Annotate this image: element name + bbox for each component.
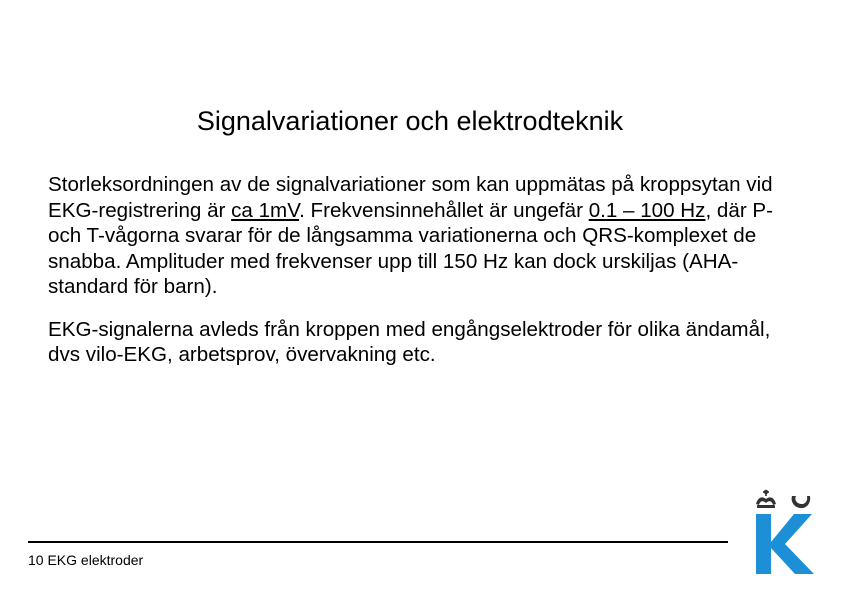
footer-divider <box>28 541 728 543</box>
crown-k-logo-icon <box>752 488 816 578</box>
crown-icon <box>756 490 776 508</box>
paragraph-1-text-a: Storleksordningen av de signalvariationer som kan uppmätas på kroppsytan vid EKG-registrering är <box>48 173 773 222</box>
slide-title: Signalvariationer och elektrodteknik <box>196 106 624 136</box>
paragraph-electrodes: EKG-signalerna avleds från kroppen med engångselektroder för olika ändamål, dvs vilo-EKG, arbetsprov, övervakning etc. <box>48 317 771 366</box>
paragraph-1-text-c: , där P- och T-vågorna svarar för de långsamma variationerna och QRS-komplexet de snabba. Amplituder med frekvenser upp till 150 Hz kan dock urskiljas (AHA-standard för barn). <box>48 198 773 298</box>
frequency-range: 0.1 – 100 Hz <box>588 198 706 222</box>
crescent-icon <box>792 496 811 508</box>
paragraph-signal-variations <box>48 172 778 300</box>
slide-body <box>48 172 778 368</box>
k-letter-icon <box>756 514 814 574</box>
amplitude-value: ca 1mV <box>231 198 300 222</box>
paragraph-1-text-b: . Frekvensinnehållet är ungefär <box>299 198 589 222</box>
footer-label: 10 EKG elektroder <box>28 552 144 568</box>
